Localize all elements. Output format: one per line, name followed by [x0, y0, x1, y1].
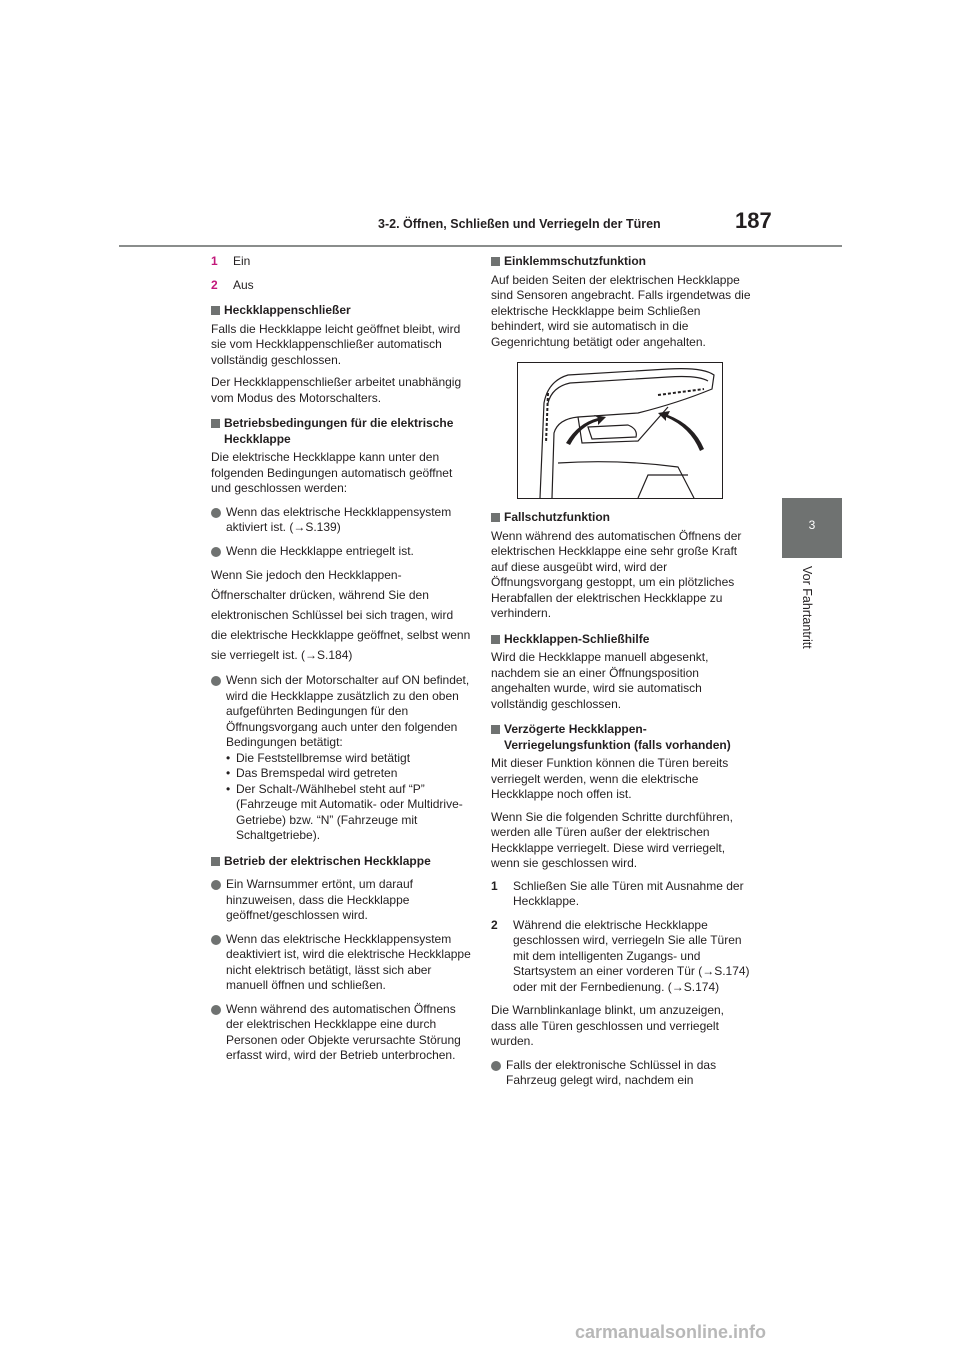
item-text: Ein [233, 254, 251, 268]
chapter-tab [782, 498, 842, 558]
item-number: 2 [211, 277, 218, 292]
square-icon [491, 635, 500, 644]
section-heading [491, 254, 751, 270]
section-heading [491, 632, 751, 648]
section-heading [211, 854, 471, 870]
bullet-icon [491, 1061, 501, 1071]
square-icon [491, 257, 500, 266]
bullet-text: Wenn die Heckklappe entriegelt ist. [226, 543, 414, 558]
paragraph: Der Heckklappenschließer arbeitet unabhängig vom Modus des Motorschalters. [211, 375, 462, 405]
step-number: 1 [491, 878, 498, 893]
bullet-text: Ein Warnsummer ertönt, um darauf hinzuweisen, dass die Heckklappe geöffnet/geschlossen wird. [226, 877, 413, 922]
bullet-item [211, 932, 471, 994]
bullet-icon [211, 1005, 221, 1015]
bullet-icon [211, 547, 221, 557]
paragraph: Mit dieser Funktion können die Türen bereits verriegelt werden, wenn die elektrische Heckklappe noch offen ist. [491, 756, 729, 801]
section-title: 3-2. Öffnen, Schließen und Verriegeln der Türen [378, 217, 661, 231]
paragraph: Die elektrische Heckklappe kann unter den folgenden Bedingungen automatisch geöffnet und geschlossen werden: [211, 450, 453, 495]
bullet-item [211, 544, 471, 560]
list-item [211, 254, 471, 270]
bullet-text: Wenn während des automatischen Öffnens der elektrischen Heckklappe eine durch Personen oder Objekte verursachte Störung erfasst wird, wird der Betrieb unterbrochen. [226, 1001, 461, 1062]
step-item [491, 879, 751, 910]
paragraph: Falls die Heckklappe leicht geöffnet bleibt, wird sie vom Heckklappenschließer automatisch vollständig geschlossen. [211, 321, 461, 367]
bullet-item [211, 673, 471, 844]
bullet-text: Falls der elektronische Schlüssel in das Fahrzeug gelegt wird, nachdem ein [506, 1057, 717, 1087]
item-text: Aus [233, 277, 254, 292]
paragraph: Die Warnblinkanlage blinkt, um anzuzeigen, dass alle Türen geschlossen und verriegelt wurden. [491, 1003, 725, 1048]
left-column [211, 254, 471, 1070]
heading-text: Verzögerte Heckklappen-Verriegelungsfunktion (falls vorhanden) [504, 722, 731, 752]
heading-text: Heckklappen-Schließhilfe [504, 631, 650, 646]
paragraph: Auf beiden Seiten der elektrischen Heckklappe sind Sensoren angebracht. Falls irgendetwas die elektrische Heckklappe beim Schließen behindert, wird sie automatisch in die Gegenrichtung betätigt oder angehalten. [491, 272, 751, 349]
paragraph: Wird die Heckklappe manuell abgesenkt, nachdem sie an einer Öffnungsposition angehalten wurde, wird sie automatisch vollständig geschlossen. [491, 650, 709, 711]
heading-text: Betriebsbedingungen für die elektrische Heckklappe [224, 416, 454, 446]
tailgate-drawing [518, 363, 722, 498]
square-icon [491, 513, 500, 522]
bullet-icon [211, 508, 221, 518]
paragraph: Wenn während des automatischen Öffnens der elektrischen Heckklappe eine sehr große Kraft auf diese ausgeübt wird, wird der Öffnungsvorgang gestoppt, um ein plötzliches Herabfallen der elektrischen Heckklappe zu verhindern. [491, 528, 742, 620]
step-text: Schließen Sie alle Türen mit Ausnahme der Heckklappe. [513, 878, 744, 908]
heading-text: Einklemmschutzfunktion [504, 254, 647, 268]
heading-text: Betrieb der elektrischen Heckklappe [224, 853, 431, 868]
step-text: Während die elektrische Heckklappe geschlossen wird, verriegeln Sie alle Türen mit dem intelligenten Zugangs- und Startsystem an einer vorderen Tür (→S.174) oder mit der Fernbedienung. (→S.174) [513, 917, 750, 994]
heading-text: Fallschutzfunktion [504, 510, 610, 524]
bullet-text: Wenn das elektrische Heckklappensystem aktiviert ist. (→S.139) [226, 504, 452, 534]
item-number: 1 [211, 254, 218, 268]
square-icon [211, 306, 220, 315]
bullet-item [211, 877, 471, 924]
bullet-icon [211, 935, 221, 945]
chapter-number: 3 [808, 518, 816, 532]
sub-item: • Die Feststellbremse wird betätigt [226, 751, 471, 767]
bullet-icon [211, 676, 221, 686]
bullet-text: Wenn sich der Motorschalter auf ON befindet, wird die Heckklappe zusätzlich zu den oben aufgeführten Bedingungen für den Öffnungsvorgang auch unter den folgenden Bedingungen betätigt: [226, 673, 470, 749]
square-icon [491, 725, 500, 734]
square-icon [211, 419, 220, 428]
section-heading [491, 722, 751, 753]
bullet-text: Wenn das elektrische Heckklappensystem deaktiviert ist, wird die elektrische Heckklappe nicht elektrisch betätigt, lässt sich aber manuell öffnen und schließen. [226, 931, 471, 992]
sub-item: • Das Bremspedal wird getreten [226, 766, 471, 782]
step-number: 2 [491, 917, 498, 932]
chapter-label: Vor Fahrtantritt [800, 566, 814, 649]
heading-text: Heckklappenschließer [224, 303, 351, 317]
paragraph: Wenn Sie jedoch den Heckklappen-Öffnerschalter drücken, während Sie den elektronischen Schlüssel bei sich tragen, wird die elektrische Heckklappe geöffnet, selbst wenn sie verriegelt ist. (→S.184) [211, 568, 471, 662]
sub-item: • Der Schalt-/Wählhebel steht auf “P” (Fahrzeuge mit Automatik- oder Multidrive-Getriebe) bzw. “N” (Fahrzeuge mit Schaltgetriebe). [226, 782, 471, 844]
bullet-item [211, 505, 471, 536]
watermark: carmanualsonline.info [575, 1322, 767, 1342]
step-item [491, 918, 751, 996]
bullet-item [211, 1002, 471, 1064]
list-item [211, 278, 471, 294]
bullet-item [491, 1058, 751, 1089]
paragraph: Wenn Sie die folgenden Schritte durchführen, werden alle Türen außer der elektrischen Heckklappe verriegelt. Diese wird verriegelt, wenn sie geschlossen wird. [491, 809, 733, 870]
tailgate-sensor-illustration [517, 362, 723, 499]
square-icon [211, 857, 220, 866]
page-number: 187 [735, 208, 772, 233]
right-column [491, 254, 751, 1095]
section-heading [211, 303, 471, 319]
section-heading [491, 510, 751, 526]
header-rule [119, 245, 842, 247]
section-heading [211, 416, 471, 447]
bullet-icon [211, 880, 221, 890]
